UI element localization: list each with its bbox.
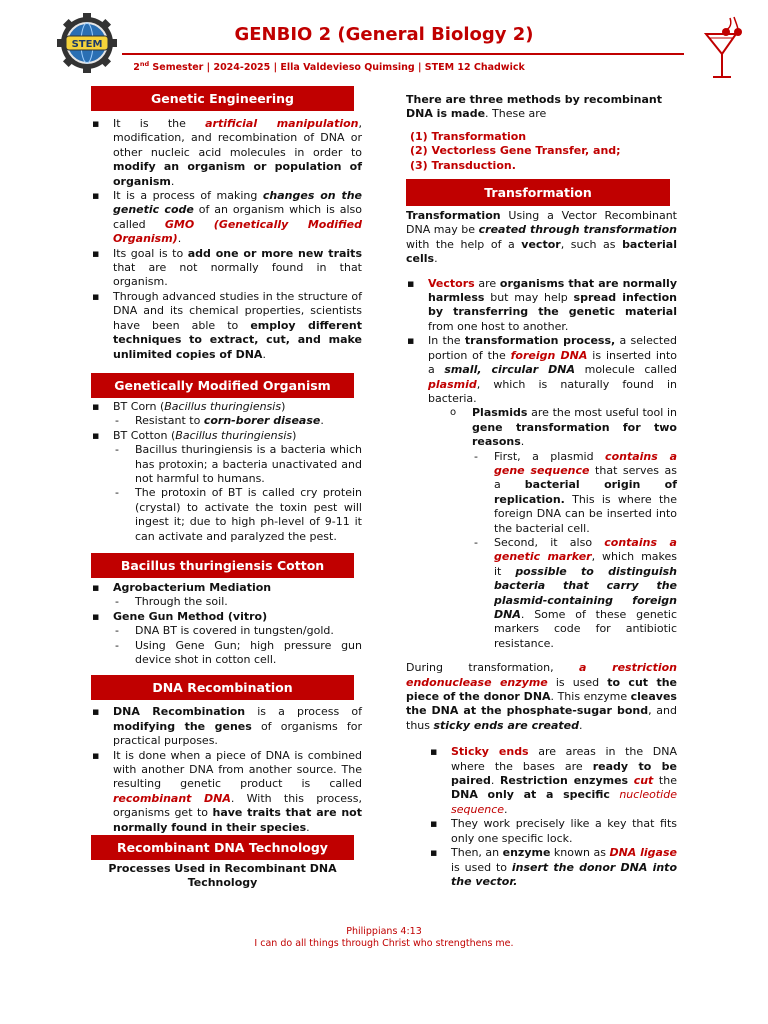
list-item: ▪ Vectors are organisms that are normally harmless but may help spread infection by transferring the genetic material from one host to another. (406, 277, 677, 335)
list-item: ▪ In the transformation process, a selected portion of the foreign DNA is inserted into a small, circular DNA molecule called plasmid, which is naturally found in bacteria. o Plasmids are the most useful tool in gene transformation for two reasons. - First, a plasmid contains a gene sequence that serves as a bacterial origin of replication. This is where the foreign DNA can be inserted into the bacterial cell. - Second, it also contains a genetic marker, which makes it possible to distinguish bacteria that carry the plasmid-containing foreign DNA. Some of these genetic markers code for antibiotic resistance. (406, 334, 677, 651)
section-subheading: Processes Used in Recombinant DNA Technology (108, 862, 337, 890)
gmo-heading: Genetically Modified Organism (91, 373, 354, 398)
list-item: - The protoxin of BT is called cry protein (crystal) to activate the toxin pest will ingest it; due to high ph-level of 9-11 it can activate and paralyzed the pest. (113, 486, 362, 544)
list-item: ▪ Sticky ends are areas in the DNA where the bases are ready to be paired. Restriction enzymes cut the DNA only at a specific nucleotide sequence. (429, 745, 677, 817)
gmo-list (91, 400, 362, 544)
list-item: - Using Gene Gun; high pressure gun device shot in cotton cell. (113, 639, 362, 668)
list-item: ▪ Agrobacterium Mediation - Through the soil. (91, 581, 362, 610)
document-title: GENBIO 2 (General Biology 2) (234, 24, 534, 45)
list-item: ▪ It is a process of making changes on the genetic code of an organism which is also called GMO (Genetically Modified Organism). (91, 189, 362, 247)
list-item: - DNA BT is covered in tungsten/gold. (113, 624, 362, 638)
bible-verse: I can do all things through Christ who strengthens me. (254, 938, 514, 949)
list-item: ▪ BT Cotton (Bacillus thuringiensis) - Bacillus thuringiensis is a bacteria which has protoxin; a bacteria unactivated and not harmful to humans. - The protoxin of BT is called cry protein (crystal) to activate the toxin pest will ingest it; due to high ph-level of 9-11 it can activate and paralyzed the pest. (91, 429, 362, 544)
title-divider (122, 53, 684, 55)
right-column (406, 86, 677, 889)
sticky-ends-list (406, 745, 677, 889)
transformation-heading: Transformation (406, 179, 670, 206)
list-item: ▪ It is the artificial manipulation, modification, and recombination of DNA or other nucleic acid molecules in order to modify an organism or population of organism. (91, 117, 362, 189)
list-item: - Bacillus thuringiensis is a bacteria which has protoxin; a bacteria unactivated and not harmful to humans. (113, 443, 362, 486)
methods-intro: There are three methods by recombinant DNA is made. These are (406, 93, 663, 121)
list-item: - Through the soil. (113, 595, 362, 609)
bible-reference: Philippians 4:13 (346, 926, 422, 937)
transformation-paragraph: Transformation Using a Vector Recombinant DNA may be created through transformation with the help of a vector, such as bacterial cells. (406, 209, 677, 266)
list-item: o Plasmids are the most useful tool in gene transformation for two reasons. - First, a plasmid contains a gene sequence that serves as a bacterial origin of replication. This is where the foreign DNA can be inserted into the bacterial cell. - Second, it also contains a genetic marker, which makes it possible to distinguish bacteria that carry the plasmid-containing foreign DNA. Some of these genetic markers code for antibiotic resistance. (450, 406, 677, 651)
list-item: - Resistant to corn-borer disease. (113, 414, 362, 428)
vectors-list (406, 277, 677, 652)
list-item: ▪ Its goal is to add one or more new traits that are not normally found in that organism. (91, 247, 362, 290)
footer (0, 926, 768, 950)
list-item: ▪ They work precisely like a key that fits only one specific lock. (429, 817, 677, 846)
recombinant-dna-technology-heading: Recombinant DNA Technology (91, 835, 354, 860)
left-column (91, 86, 362, 891)
bt-cotton-heading: Bacillus thuringiensis Cotton (91, 553, 354, 578)
list-item: - Second, it also contains a genetic marker, which makes it possible to distinguish bacteria that carry the plasmid-containing foreign DNA. Some of these genetic markers code for antibiotic resistance. (472, 536, 677, 651)
methods-list (406, 130, 677, 173)
list-item: ▪ Through advanced studies in the structure of DNA and its chemical properties, scientists have been able to employ different techniques to extract, cut, and make unlimited copies of DNA. (91, 290, 362, 362)
method-item: (1) Transformation (410, 129, 527, 143)
list-item: ▪ BT Corn (Bacillus thuringiensis) - Resistant to corn-borer disease. (91, 400, 362, 429)
svg-text:STEM: STEM (71, 39, 103, 50)
list-item: ▪ Then, an enzyme known as DNA ligase is used to insert the donor DNA into the vector. (429, 846, 677, 889)
dna-recombination-list (91, 705, 362, 835)
list-item: ▪ It is done when a piece of DNA is combined with another DNA from another source. The resulting genetic product is called recombinant DNA. With this process, organisms get to have traits that are not normally found in their species. (91, 749, 362, 835)
genetic-engineering-heading: Genetic Engineering (91, 86, 354, 111)
cocktail-glass-icon (692, 14, 748, 84)
document-subtitle: 2nd Semester | 2024-2025 | Ella Valdevieso Quimsing | STEM 12 Chadwick (133, 59, 525, 73)
method-item: (3) Transduction. (410, 158, 516, 172)
list-item: ▪ Gene Gun Method (vitro) - DNA BT is covered in tungsten/gold. - Using Gene Gun; high pressure gun device shot in cotton cell. (91, 610, 362, 668)
genetic-engineering-list (91, 117, 362, 362)
list-item: ▪ DNA Recombination is a process of modifying the genes of organisms for practical purposes. (91, 705, 362, 748)
bt-cotton-list (91, 581, 362, 667)
dna-recombination-heading: DNA Recombination (91, 675, 354, 700)
list-item: - First, a plasmid contains a gene sequence that serves as a bacterial origin of replication. This is where the foreign DNA can be inserted into the bacterial cell. (472, 450, 677, 536)
restriction-enzyme-paragraph: During transformation, a restriction endonuclease enzyme is used to cut the piece of the donor DNA. This enzyme cleaves the DNA at the phosphate-sugar bond, and thus sticky ends are created. (406, 661, 677, 732)
method-item: (2) Vectorless Gene Transfer, and; (410, 144, 621, 158)
